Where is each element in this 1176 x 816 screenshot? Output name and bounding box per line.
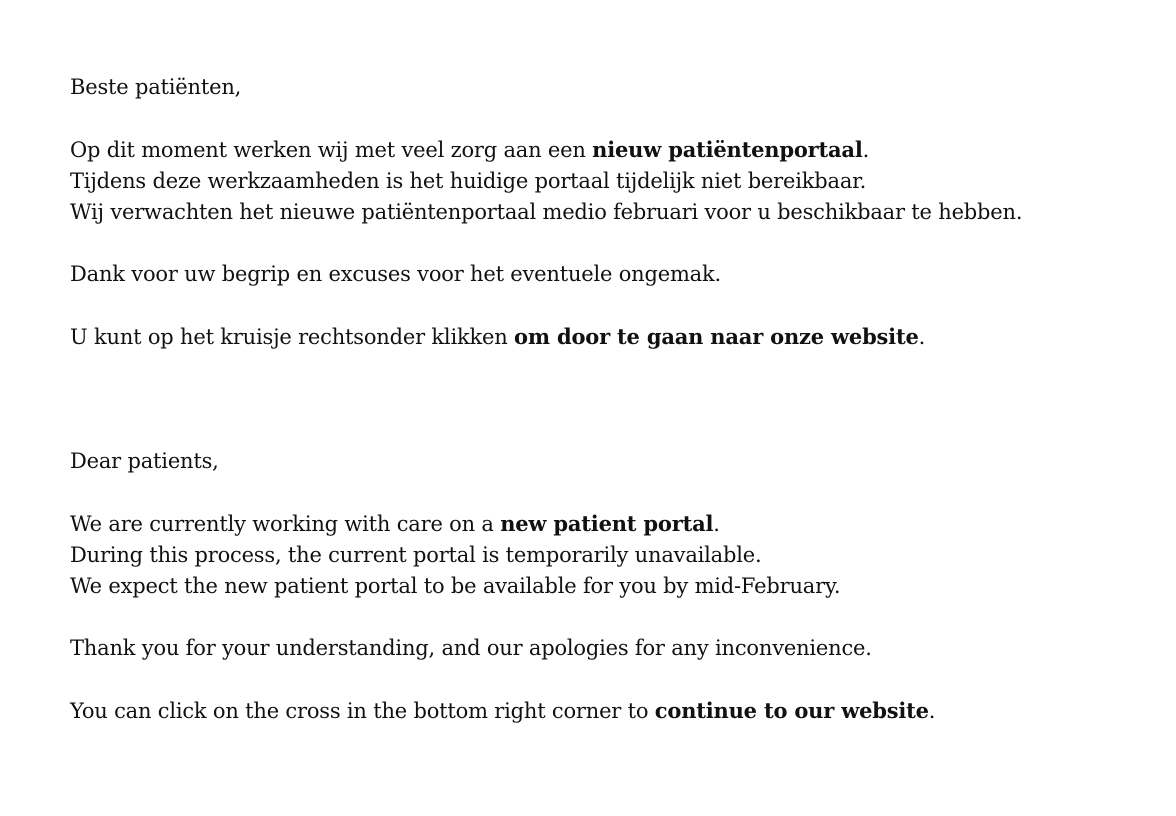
cta-end-dutch: . [918,325,926,349]
greeting-dutch: Beste patiënten, [70,75,242,99]
portal-line-2-dutch: Tijdens deze werkzaamheden is het huidige portaal tijdelijk niet bereikbaar. [70,169,867,193]
portal-paragraph-dutch [70,134,1160,228]
portal-line-1-text: Op dit moment werken wij met veel zorg aan een [70,138,593,162]
cta-text-english: You can click on the cross in the bottom right corner to [70,699,655,723]
thanks-english: Thank you for your understanding, and our apologies for any inconvenience. [70,636,872,660]
cta-english [70,695,1160,727]
cta-emphasis-dutch: om door te gaan naar onze website [514,324,919,349]
cta-end-english: . [928,699,936,723]
maintenance-notice [70,72,1160,727]
greeting-english: Dear patients, [70,449,219,473]
cta-emphasis-english: continue to our website [654,698,929,723]
notice-english [70,446,1160,727]
new-portal-emphasis-english: new patient portal [500,511,714,536]
portal-line-2-english: During this process, the current portal is temporarily unavailable. [70,543,762,567]
new-portal-emphasis: nieuw patiëntenportaal [592,137,863,162]
portal-paragraph-english [70,508,1160,602]
portal-line-1-end: . [862,138,870,162]
cta-dutch [70,321,1160,353]
portal-line-3-dutch: Wij verwachten het nieuwe patiëntenportaal medio februari voor u beschikbaar te hebben. [70,200,1023,224]
portal-line-1-end-english: . [713,512,720,536]
portal-line-1-english [70,508,1160,540]
thanks-dutch: Dank voor uw begrip en excuses voor het eventuele ongemak. [70,262,722,286]
cta-text-dutch: U kunt op het kruisje rechtsonder klikken [70,325,515,349]
portal-line-3-english: We expect the new patient portal to be available for you by mid-February. [70,574,841,598]
notice-dutch [70,72,1160,353]
portal-line-1-text-english: We are currently working with care on a [70,512,501,536]
portal-line-1-dutch [70,134,1160,166]
